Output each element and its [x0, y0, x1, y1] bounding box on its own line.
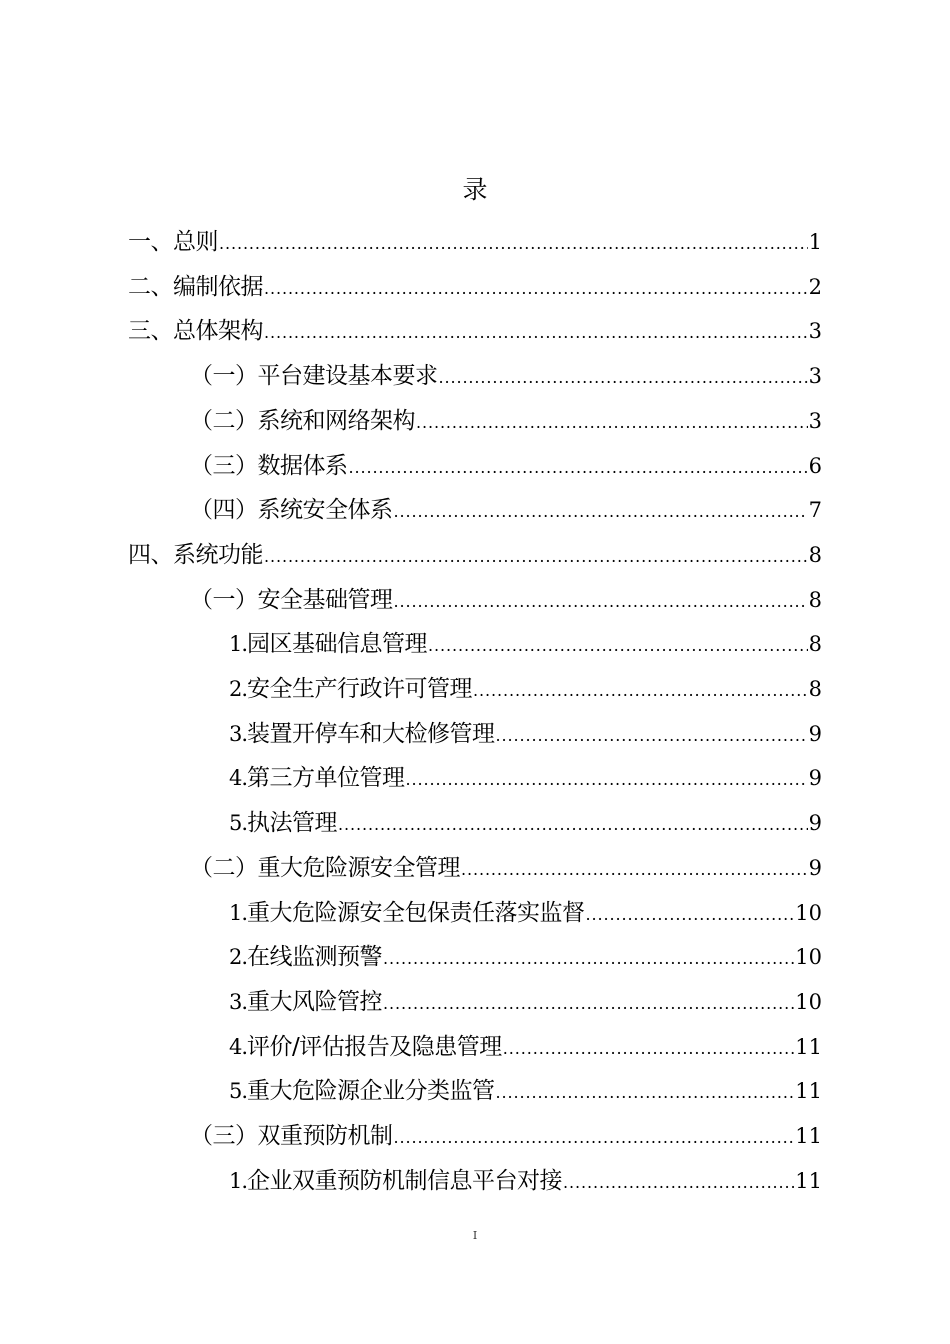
toc-entry-label — [190, 850, 460, 886]
toc-entry-number: 5. — [229, 1079, 248, 1104]
dot-leader — [338, 807, 808, 843]
dot-leader — [406, 762, 808, 798]
toc-entry-label — [190, 492, 393, 528]
toc-entry[interactable] — [229, 1163, 822, 1199]
toc-entry-text: （三）双重预防机制 — [190, 1123, 393, 1149]
toc-entry-label — [190, 1118, 393, 1154]
toc-entry[interactable] — [128, 269, 822, 305]
toc-entry-number: 4. — [229, 1034, 248, 1059]
toc-entry[interactable] — [128, 537, 822, 573]
toc-entry-text: 评价/评估报告及隐患管理 — [247, 1033, 502, 1060]
toc-entry[interactable] — [229, 626, 822, 662]
toc-entry-page-number: 3 — [808, 364, 822, 389]
toc-entry-number: 1. — [229, 900, 248, 925]
toc-entry-number: 3. — [229, 721, 248, 746]
dot-leader — [394, 1120, 795, 1156]
toc-entry-number: 2. — [229, 677, 248, 701]
toc-entry[interactable] — [229, 1029, 822, 1065]
dot-leader — [496, 1075, 795, 1111]
toc-entry-text: （四）系统安全体系 — [190, 497, 393, 524]
dot-leader — [416, 405, 808, 441]
toc-entry-label — [229, 626, 427, 662]
dot-leader — [563, 1165, 794, 1201]
toc-entry-text: 重大危险源企业分类监管 — [247, 1078, 495, 1105]
toc-entry-label — [229, 1163, 562, 1199]
dot-leader — [383, 941, 794, 977]
toc-entry-text: （三）数据体系 — [190, 452, 348, 479]
dot-leader — [496, 718, 808, 754]
toc-entry-number: 1. — [229, 1168, 248, 1193]
toc-entry-page-number: 2 — [808, 274, 822, 299]
toc-entry[interactable] — [190, 403, 822, 439]
toc-entry-text: （一）平台建设基本要求 — [190, 363, 438, 390]
toc-entry-text: 四、系统功能 — [128, 541, 263, 568]
dot-leader — [349, 450, 808, 486]
dot-leader — [503, 1031, 794, 1067]
toc-entry-page-number: 8 — [808, 632, 822, 657]
toc-entry-label — [229, 805, 337, 841]
toc-entry-page-number: 11 — [795, 1168, 822, 1193]
toc-entry-page-number: 9 — [808, 811, 822, 836]
toc-entry-text: 园区基础信息管理 — [247, 631, 428, 658]
dot-leader — [264, 315, 808, 351]
toc-entry-text: 二、编制依据 — [128, 273, 263, 300]
toc-entry-label — [229, 671, 472, 707]
dot-leader — [264, 539, 808, 575]
toc-entry-page-number: 10 — [795, 900, 822, 925]
dot-leader — [394, 494, 808, 530]
toc-entry-text: 执法管理 — [247, 810, 338, 837]
toc-entry-page-number: 11 — [795, 1034, 822, 1059]
toc-entry-text: 企业双重预防机制信息平台对接 — [247, 1167, 563, 1194]
toc-entry-label — [229, 895, 585, 931]
toc-entry-page-number: 9 — [808, 855, 822, 880]
dot-leader — [264, 271, 808, 307]
toc-entry-text: 重大风险管控 — [247, 988, 383, 1015]
toc-entry-label — [190, 358, 438, 394]
toc-entry-page-number: 11 — [795, 1124, 822, 1148]
toc-entry-text: （二）系统和网络架构 — [190, 407, 415, 434]
toc-entry-label — [190, 582, 393, 618]
toc-entry-page-number: 9 — [808, 721, 822, 746]
dot-leader — [428, 628, 808, 664]
toc-entry-number: 2. — [229, 945, 248, 970]
toc-entry[interactable] — [128, 313, 822, 349]
page-number-footer: I — [472, 1229, 478, 1242]
toc-entry-page-number: 8 — [808, 542, 822, 567]
toc-entry[interactable] — [190, 492, 822, 528]
toc-entry-text: （二）重大危险源安全管理 — [190, 854, 460, 881]
toc-entry-text: 重大危险源安全包保责任落实监督 — [247, 899, 585, 926]
toc-entry-text: 一、总则 — [128, 229, 218, 255]
toc-entry-label — [229, 939, 382, 975]
toc-entry-label — [128, 537, 263, 573]
toc-entry-page-number: 3 — [808, 319, 822, 344]
toc-entry-label — [128, 313, 263, 349]
toc-entry[interactable] — [190, 1118, 822, 1154]
toc-entry-number: 4. — [229, 766, 248, 791]
toc-entry[interactable] — [229, 716, 822, 752]
toc-entry[interactable] — [229, 671, 822, 707]
toc-entry-text: （一）安全基础管理 — [190, 586, 393, 613]
toc-entry-label — [190, 403, 415, 439]
toc-entry[interactable] — [190, 448, 822, 484]
dot-leader — [439, 360, 808, 396]
toc-entry-label — [229, 716, 495, 752]
toc-entry[interactable] — [229, 1073, 822, 1109]
toc-entry-label — [190, 448, 348, 484]
toc-title: 录 — [462, 175, 488, 204]
toc-entry[interactable] — [190, 850, 822, 886]
toc-entry-page-number: 11 — [795, 1079, 822, 1104]
toc-entry-label — [229, 760, 405, 796]
toc-entry-text: 装置开停车和大检修管理 — [247, 720, 495, 747]
dot-leader — [473, 673, 808, 709]
toc-entry-number: 5. — [229, 811, 248, 836]
toc-entry[interactable] — [229, 805, 822, 841]
toc-entry[interactable] — [229, 895, 822, 931]
toc-entry[interactable] — [229, 760, 822, 796]
toc-entry-text: 安全生产行政许可管理 — [247, 676, 473, 702]
toc-entry-label — [229, 984, 382, 1020]
toc-entry-page-number: 6 — [808, 453, 822, 478]
toc-entry-page-number: 10 — [795, 989, 822, 1014]
toc-entry-label — [229, 1073, 495, 1109]
dot-leader — [219, 226, 808, 262]
dot-leader — [461, 852, 808, 888]
dot-leader — [394, 584, 808, 620]
toc-entry-page-number: 9 — [808, 766, 822, 791]
toc-entry-label — [229, 1029, 502, 1065]
toc-entry-number: 1. — [229, 632, 248, 657]
toc-entry-page-number: 10 — [795, 945, 822, 970]
dot-leader — [586, 897, 795, 933]
toc-entry-text: 三、总体架构 — [128, 318, 263, 345]
toc-entry-label — [128, 224, 218, 260]
toc-entry-page-number: 8 — [808, 587, 822, 612]
toc-entry-text: 在线监测预警 — [247, 944, 383, 971]
toc-entry-text: 第三方单位管理 — [247, 765, 405, 792]
dot-leader — [383, 986, 794, 1022]
toc-entry[interactable] — [128, 224, 822, 260]
toc-entry-label — [128, 269, 263, 305]
toc-entry-page-number: 8 — [808, 677, 822, 701]
toc-entry-page-number: 7 — [808, 498, 822, 523]
toc-entry[interactable] — [190, 358, 822, 394]
toc-entry-page-number: 1 — [808, 230, 822, 254]
toc-entry[interactable] — [229, 939, 822, 975]
toc-entry-number: 3. — [229, 989, 248, 1014]
toc-entry[interactable] — [229, 984, 822, 1020]
toc-entry-page-number: 3 — [808, 408, 822, 433]
toc-entry[interactable] — [190, 582, 822, 618]
